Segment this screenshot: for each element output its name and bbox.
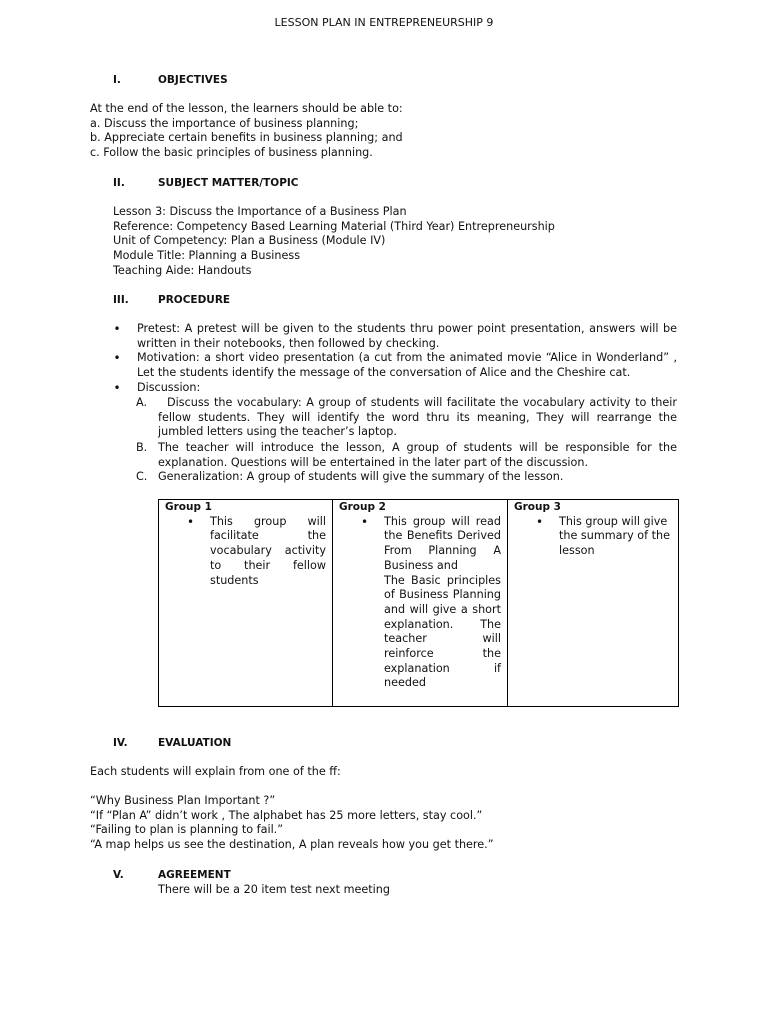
bullet-icon: • (113, 351, 121, 365)
sub-item-text: Discuss the vocabulary: A group of students will facilitate the vocabulary activity to their fellow students. They will identify the word thru its meaning, They will rearrange the jumbled letters using the teacher’s laptop. (158, 396, 681, 439)
procedure-bullet-motivation: Motivation: a short video presentation (a cut from the animated movie “Alice in Wonderland” , Let the students identify the message of the conversation of Alice and the Cheshire cat. (137, 351, 677, 379)
evaluation-quote: “Failing to plan is planning to fail.” (90, 823, 284, 837)
sub-item-label: C. (136, 470, 148, 483)
sub-item-text: Generalization: A group of students will give the summary of the lesson. (158, 470, 564, 483)
subject-line: Unit of Competency: Plan a Business (Module IV) (113, 234, 386, 248)
subject-line: Module Title: Planning a Business (113, 249, 301, 263)
group-cell (508, 500, 679, 707)
evaluation-quote: “If “Plan A” didn’t work , The alphabet has 25 more letters, stay cool.” (90, 808, 483, 822)
evaluation-quote: “Why Business Plan Important ?” (90, 794, 276, 807)
objectives-body (90, 102, 403, 161)
sub-item-text: The teacher will introduce the lesson, A group of students will be responsible for the explanation. Questions will be entertained in the later part of the discussion. (158, 441, 677, 469)
subject-line: Teaching Aide: Handouts (113, 263, 252, 277)
group-text: This group will facilitate the vocabulary activity to their fellow students (210, 514, 326, 587)
objectives-heading: OBJECTIVES (158, 74, 228, 86)
procedure-heading: PROCEDURE (158, 294, 231, 306)
group-item (165, 515, 326, 589)
evaluation-intro: Each students will explain from one of the ff: (90, 765, 341, 778)
group-item (514, 515, 672, 559)
bullet-icon: • (536, 514, 544, 529)
group-item (339, 515, 501, 691)
objective-item: a. Discuss the importance of business planning; (90, 116, 359, 130)
bullet-icon: • (113, 322, 121, 336)
agreement-text: There will be a 20 item test next meeting (158, 883, 390, 896)
objective-item: b. Appreciate certain benefits in business planning; and (90, 131, 403, 145)
group-text-continued: The Basic principles of Business Planning and will give a short explanation. The teacher will reinforce the explanation if needed (384, 573, 501, 690)
group-cell (333, 500, 508, 707)
evaluation-quote: “A map helps us see the destination, A plan reveals how you get there.” (90, 838, 494, 852)
group-heading: Group 3 (514, 501, 561, 513)
bullet-icon: • (113, 381, 121, 395)
bullet-icon: • (361, 514, 369, 529)
evaluation-number: IV. (113, 737, 128, 749)
procedure-bullet-discussion: Discussion: (137, 381, 201, 394)
objectives-intro: At the end of the lesson, the learners should be able to: (90, 102, 403, 115)
subject-line: Reference: Competency Based Learning Material (Third Year) Entrepreneurship (113, 219, 555, 233)
group-text: This group will read the Benefits Derived From Planning A Business and (384, 514, 501, 572)
sub-item-label: B. (136, 441, 148, 454)
group-text: This group will give the summary of the lesson (559, 514, 670, 558)
evaluation-quotes (90, 794, 494, 853)
subject-body (113, 205, 555, 279)
subject-heading: SUBJECT MATTER/TOPIC (158, 177, 299, 189)
objectives-number: I. (113, 74, 121, 86)
bullet-icon: • (187, 514, 195, 529)
sub-item-label: A. (136, 396, 148, 409)
document-title: LESSON PLAN IN ENTREPRENEURSHIP 9 (274, 16, 494, 29)
agreement-number: V. (113, 869, 124, 881)
evaluation-heading: EVALUATION (158, 737, 232, 749)
group-heading: Group 1 (165, 501, 212, 513)
procedure-number: III. (113, 294, 129, 306)
agreement-heading: AGREEMENT (158, 869, 231, 881)
subject-number: II. (113, 177, 125, 189)
group-cell (159, 500, 333, 707)
groups-table (158, 499, 679, 707)
procedure-bullet-pretest: Pretest: A pretest will be given to the students thru power point presentation, answers will be written in their notebooks, then followed by checking. (137, 322, 677, 350)
group-heading: Group 2 (339, 501, 386, 513)
objective-item: c. Follow the basic principles of business planning. (90, 146, 373, 160)
subject-line: Lesson 3: Discuss the Importance of a Business Plan (113, 205, 407, 218)
